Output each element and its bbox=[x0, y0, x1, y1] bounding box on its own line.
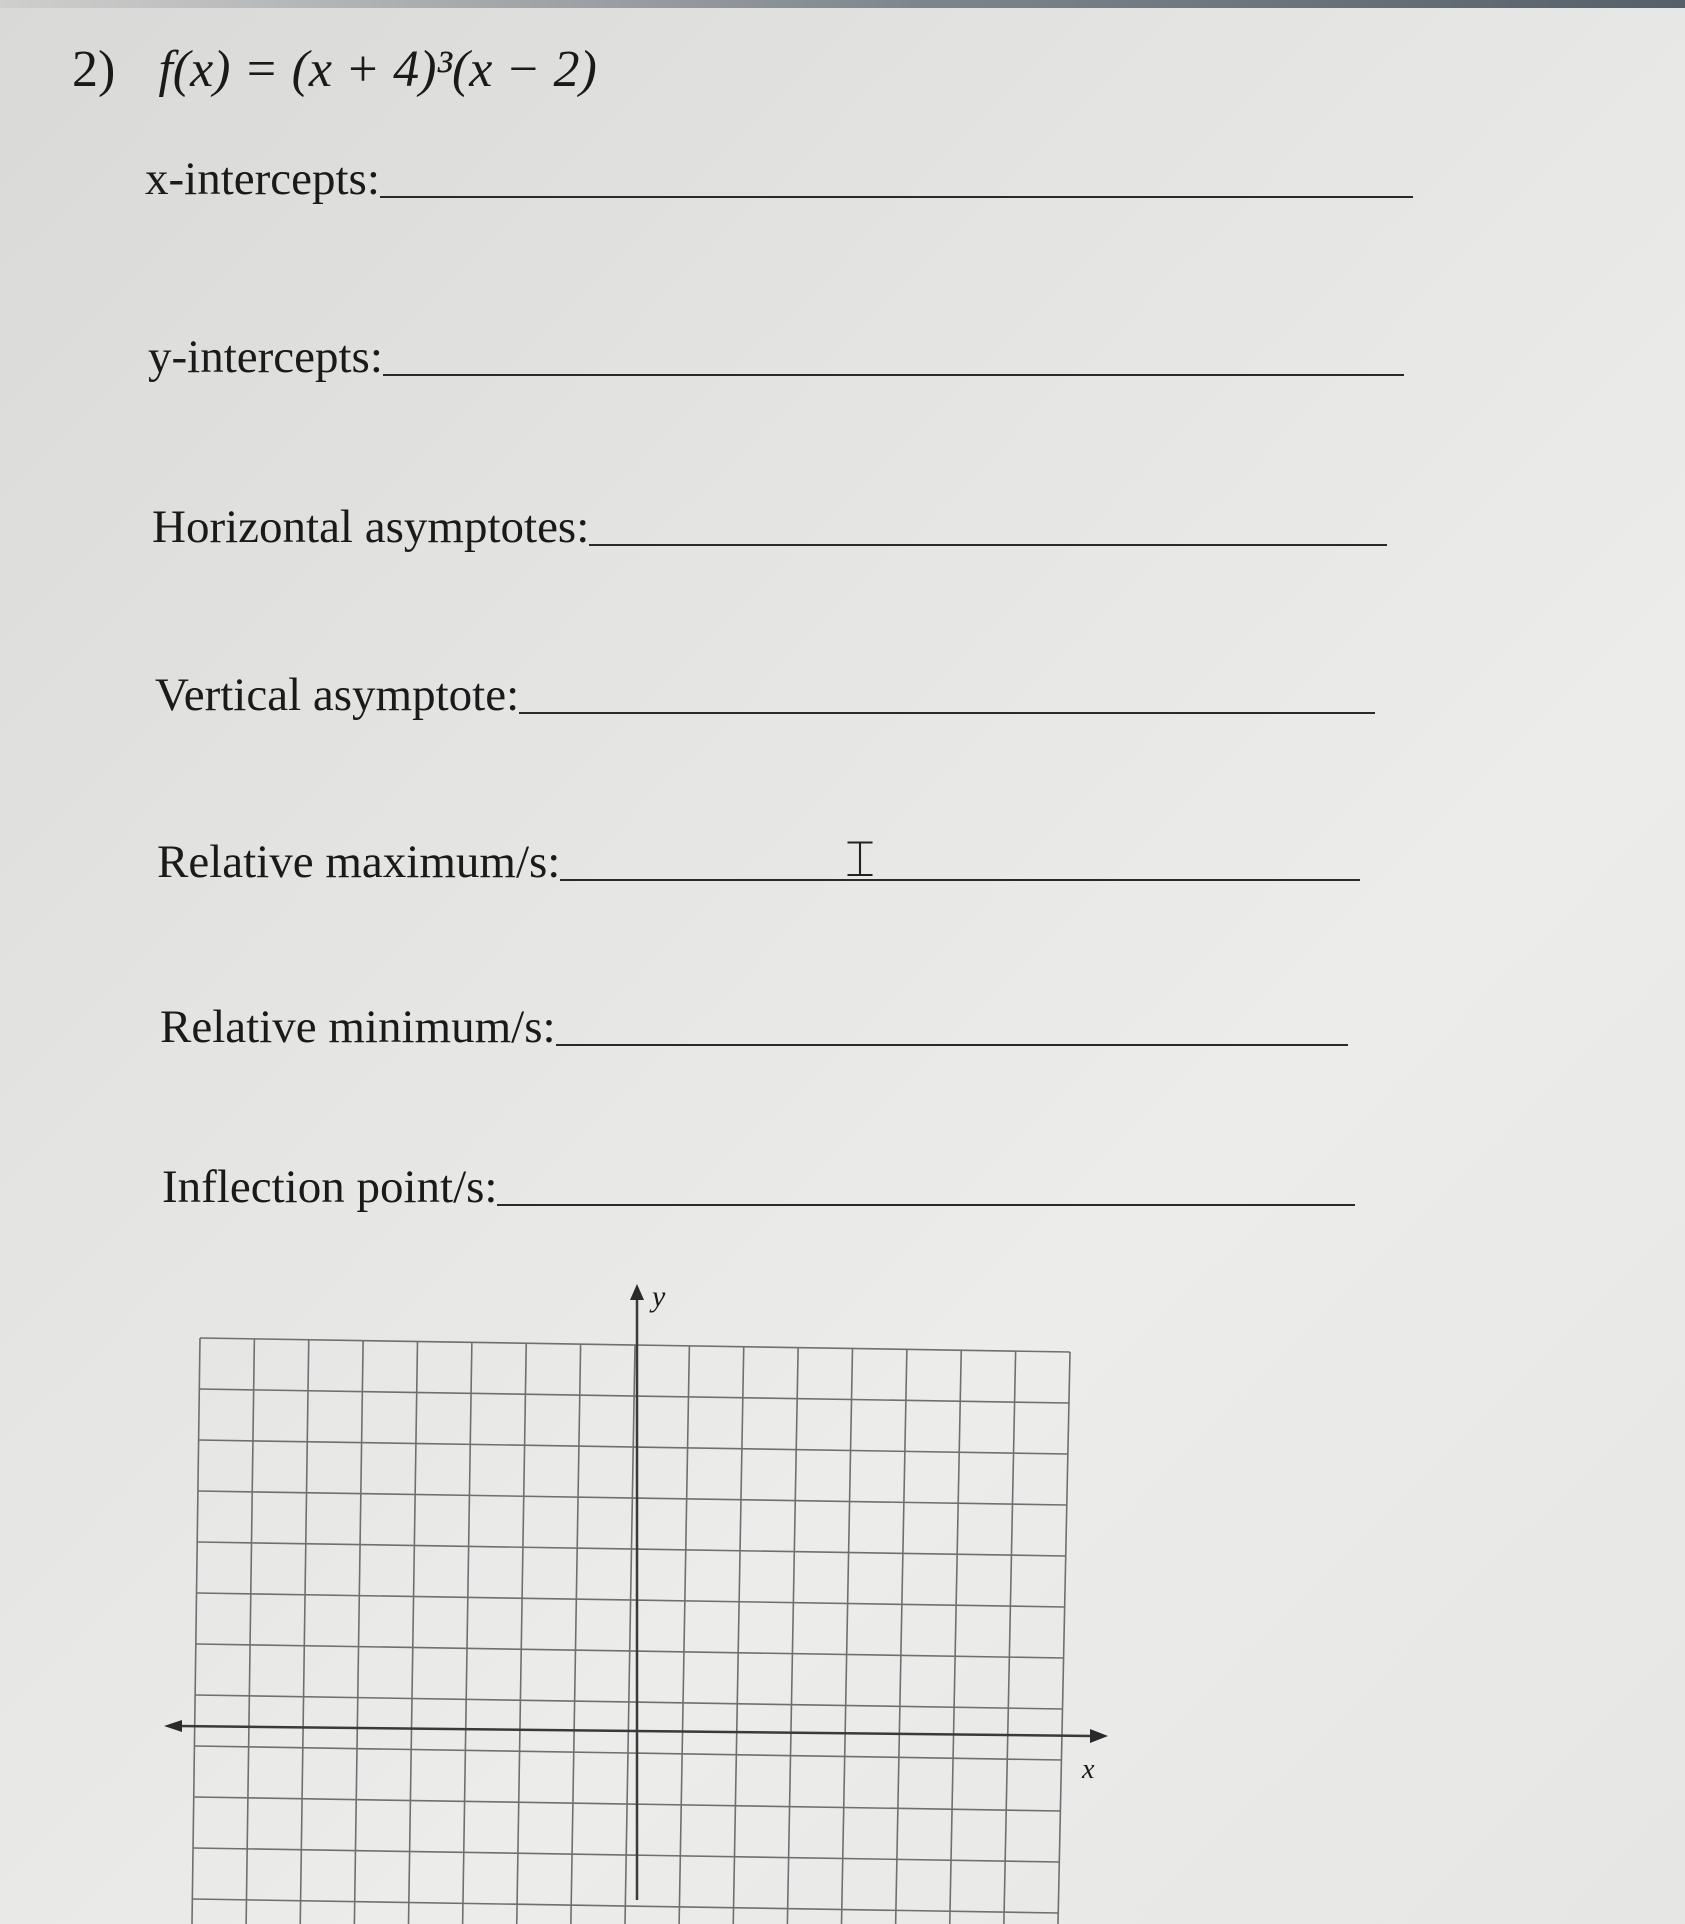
x-axis bbox=[178, 1726, 1092, 1736]
grid-lines bbox=[192, 1338, 1070, 1924]
horizontal-asymptotes-blank[interactable] bbox=[589, 514, 1387, 546]
grid-line bbox=[192, 1338, 200, 1924]
grid-line bbox=[950, 1350, 962, 1924]
grid-line bbox=[409, 1342, 418, 1924]
grid-line bbox=[354, 1341, 363, 1924]
problem-header bbox=[72, 40, 597, 99]
x-axis-right-arrow bbox=[1090, 1729, 1108, 1743]
x-axis-label: x bbox=[1082, 1754, 1095, 1785]
function-equation: f(x) = (x + 4)³(x − 2) bbox=[158, 41, 597, 98]
horizontal-asymptotes-label: Horizontal asymptotes: bbox=[152, 501, 590, 553]
grid-line bbox=[625, 1345, 635, 1924]
relative-minimums-label: Relative minimum/s: bbox=[160, 1001, 556, 1053]
x-axis-left-arrow bbox=[164, 1720, 182, 1732]
relative-maximums-blank[interactable] bbox=[560, 849, 1360, 881]
coordinate-grid[interactable] bbox=[160, 1270, 1120, 1924]
grid-line bbox=[246, 1339, 254, 1924]
y-axis-label: y bbox=[652, 1280, 666, 1313]
relative-minimums-blank[interactable] bbox=[556, 1014, 1348, 1046]
screen-top-edge bbox=[0, 0, 1685, 8]
grid-line bbox=[517, 1343, 527, 1924]
horizontal-asymptotes-field[interactable] bbox=[152, 500, 1387, 554]
y-axis-arrow bbox=[630, 1284, 644, 1300]
y-intercepts-field[interactable] bbox=[148, 330, 1404, 384]
vertical-asymptote-label: Vertical asymptote: bbox=[155, 669, 520, 721]
x-intercepts-field[interactable] bbox=[145, 152, 1413, 206]
inflection-points-blank[interactable] bbox=[497, 1174, 1355, 1206]
grid-line bbox=[571, 1344, 581, 1924]
grid-line bbox=[787, 1348, 798, 1924]
grid-line bbox=[896, 1349, 907, 1924]
grid-line bbox=[842, 1349, 853, 1924]
problem-number: 2) bbox=[72, 41, 116, 98]
inflection-points-field[interactable] bbox=[162, 1160, 1355, 1214]
grid-line bbox=[1058, 1352, 1070, 1924]
grid-line bbox=[300, 1340, 309, 1924]
inflection-points-label: Inflection point/s: bbox=[162, 1161, 498, 1213]
grid-line bbox=[1004, 1351, 1016, 1924]
text-cursor-icon: ⌶ bbox=[845, 830, 875, 888]
grid-line bbox=[733, 1347, 744, 1924]
vertical-asymptote-field[interactable] bbox=[155, 668, 1375, 722]
x-intercepts-blank[interactable] bbox=[380, 166, 1413, 198]
relative-maximums-field[interactable] bbox=[157, 835, 1360, 889]
x-intercepts-label: x-intercepts: bbox=[145, 153, 380, 205]
grid-line bbox=[679, 1346, 689, 1924]
vertical-asymptote-blank[interactable] bbox=[519, 682, 1375, 714]
relative-maximums-label: Relative maximum/s: bbox=[157, 836, 561, 888]
y-intercepts-blank[interactable] bbox=[383, 344, 1404, 376]
y-intercepts-label: y-intercepts: bbox=[148, 331, 383, 383]
grid-line bbox=[463, 1342, 472, 1924]
relative-minimums-field[interactable] bbox=[160, 1000, 1348, 1054]
